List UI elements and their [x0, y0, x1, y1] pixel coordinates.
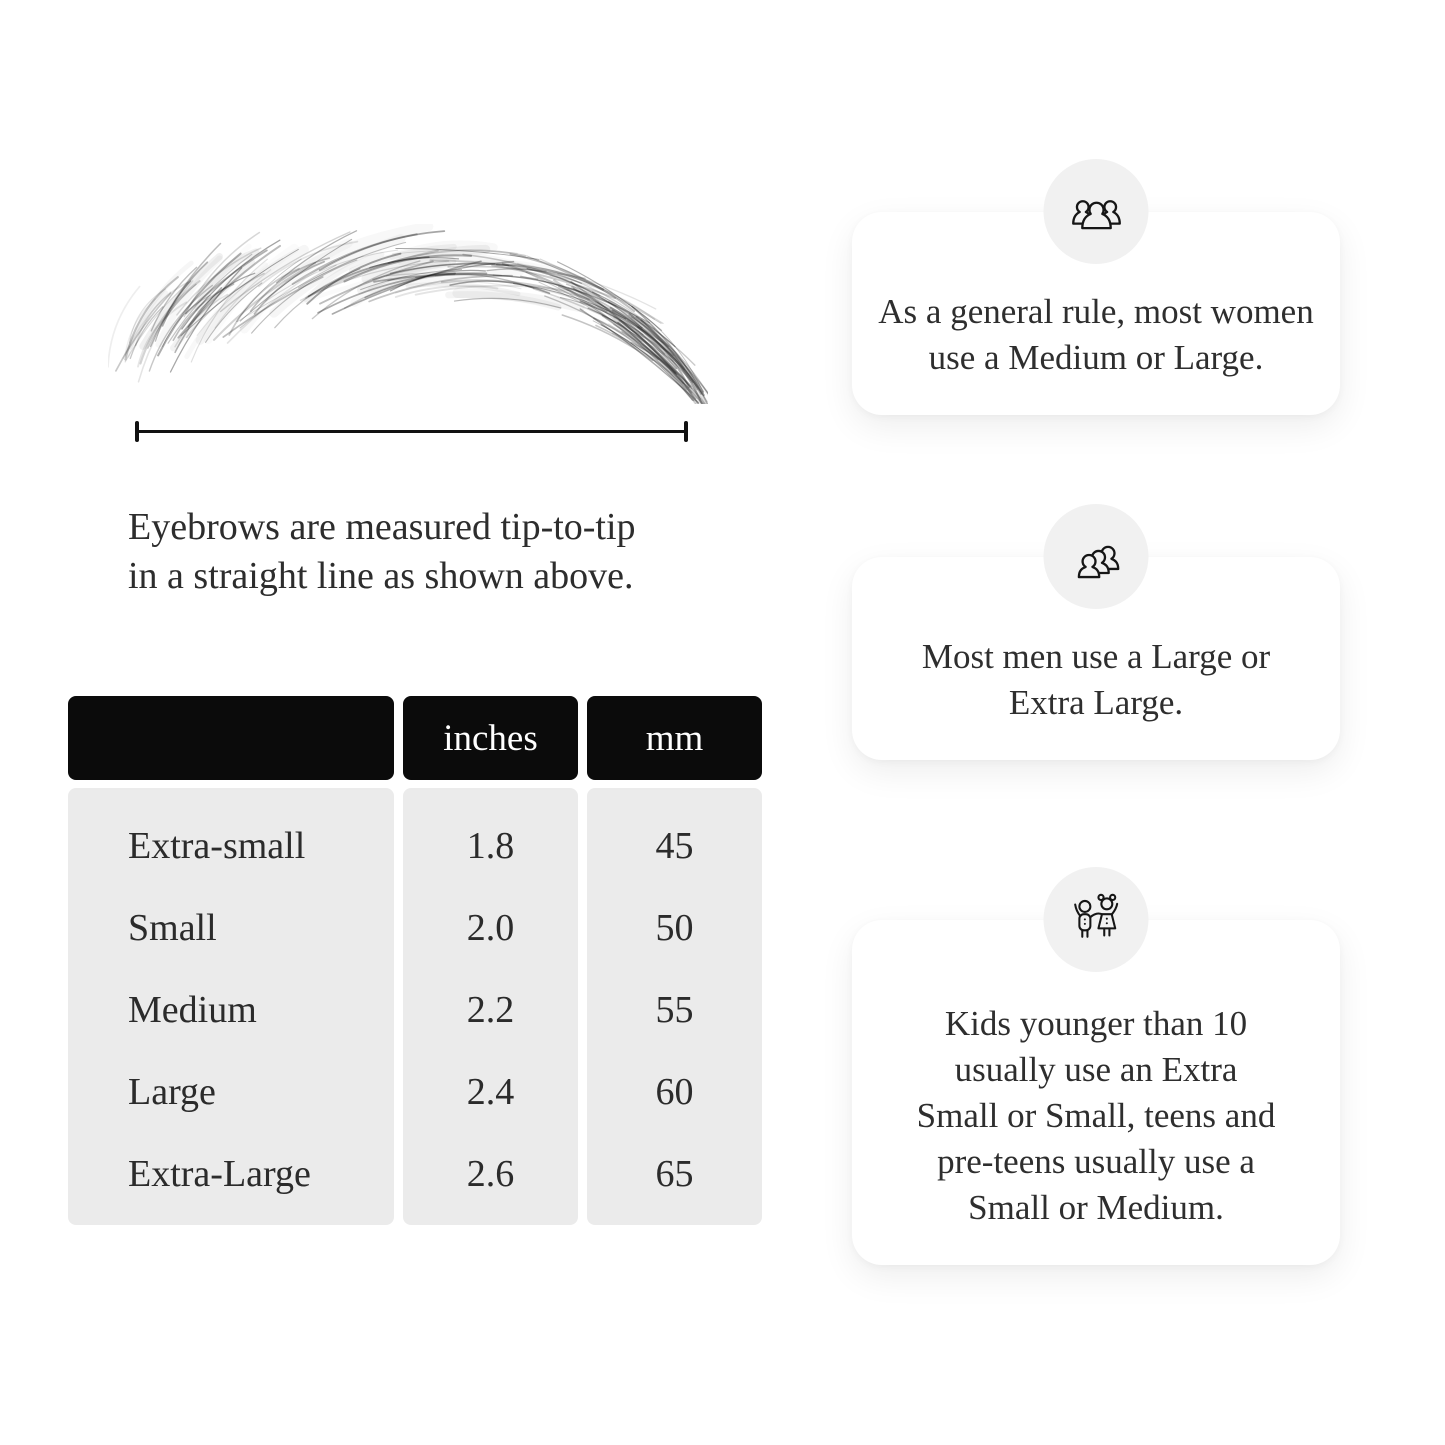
- tip-text-line: pre-teens usually use a: [937, 1141, 1255, 1181]
- icon-circle: [1044, 867, 1149, 972]
- inches-value: 2.0: [466, 907, 515, 949]
- tip-text-line: Small or Medium.: [968, 1187, 1224, 1227]
- size-label: Extra-Large: [128, 1153, 311, 1195]
- size-table-header-mm: mm: [587, 696, 762, 780]
- eyebrow-illustration: [108, 224, 708, 404]
- inches-value: 1.8: [466, 825, 515, 867]
- measurement-caption-line: in a straight line as shown above.: [128, 555, 634, 597]
- men-group-icon: [1065, 526, 1127, 588]
- icon-circle: [1044, 159, 1149, 264]
- tip-text-line: Most men use a Large or: [921, 636, 1271, 676]
- measurement-line-right-tick: [684, 421, 688, 442]
- size-table-label-column: [68, 788, 394, 1225]
- size-table: [68, 696, 762, 1225]
- size-table-mm-column: [587, 788, 762, 1225]
- inches-value: 2.6: [466, 1153, 515, 1195]
- size-table-header-blank: [68, 696, 394, 780]
- measurement-line-bar: [137, 430, 687, 433]
- size-table-inches-column: [403, 788, 578, 1225]
- tip-text-line: Kids younger than 10: [944, 1003, 1248, 1043]
- measurement-caption: [128, 503, 636, 601]
- measurement-caption-line: Eyebrows are measured tip-to-tip: [128, 506, 636, 548]
- inches-value: 2.2: [466, 989, 515, 1031]
- tip-text-line: usually use an Extra: [954, 1049, 1238, 1089]
- women-group-icon: [1065, 181, 1127, 243]
- mm-value: 65: [655, 1153, 694, 1195]
- tip-card-women: [852, 212, 1340, 415]
- tip-text-line: use a Medium or Large.: [928, 337, 1264, 377]
- mm-value: 55: [655, 989, 694, 1031]
- tip-card-men: [852, 557, 1340, 760]
- size-label: Large: [128, 1071, 216, 1113]
- mm-value: 45: [655, 825, 694, 867]
- kids-icon: [1065, 889, 1127, 951]
- tip-text-line: Small or Small, teens and: [916, 1095, 1276, 1135]
- tip-text-line: Extra Large.: [1008, 682, 1184, 722]
- mm-value: 60: [655, 1071, 694, 1113]
- tip-text-line: As a general rule, most women: [878, 291, 1314, 331]
- icon-circle: [1044, 504, 1149, 609]
- size-label: Small: [128, 907, 217, 949]
- tip-card-kids: [852, 920, 1340, 1265]
- size-table-header-inches: inches: [403, 696, 578, 780]
- inches-value: 2.4: [466, 1071, 515, 1113]
- size-label: Medium: [128, 989, 257, 1031]
- mm-value: 50: [655, 907, 694, 949]
- size-label: Extra-small: [128, 825, 306, 867]
